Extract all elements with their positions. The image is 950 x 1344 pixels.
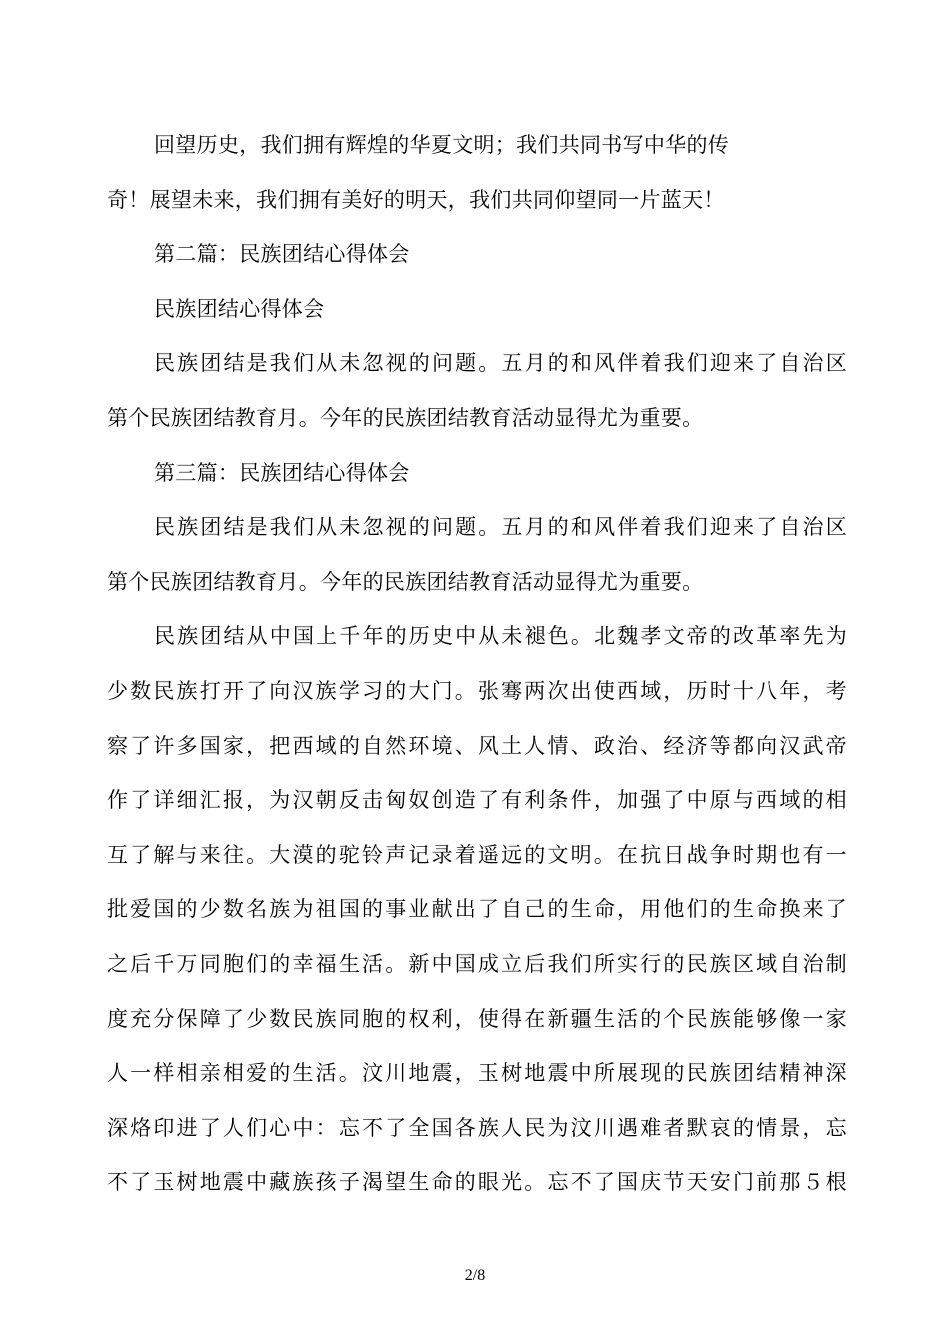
text-line: 第个民族团结教育月。今年的民族团结教育活动显得尤为重要。 [107,569,704,594]
text-line: 不了玉树地震中藏族孩子渴望生命的眼光。忘不了国庆节天安门前那５根 [107,1170,847,1195]
section-heading: 第三篇：民族团结心得体会 [154,460,410,485]
section-subheading: 民族团结心得体会 [154,296,325,321]
page-number: 2/8 [464,1267,486,1284]
body-text [107,118,847,1210]
text-line: 民族团结从中国上千年的历史中从未褪色。北魏孝文帝的改革率先为 [154,624,847,649]
text-line: 民族团结是我们从未忽视的问题。五月的和风伴着我们迎来了自治区 [154,515,847,540]
text-line: 作了详细汇报，为汉朝反击匈奴创造了有利条件，加强了中原与西域的相 [107,788,847,813]
text-line: 批爱国的少数名族为祖国的事业献出了自己的生命，用他们的生命换来了 [107,897,847,922]
text-line: 度充分保障了少数民族同胞的权利，使得在新疆生活的个民族能够像一家 [107,1006,847,1031]
text-line: 察了许多国家，把西域的自然环境、风土人情、政治、经济等都向汉武帝 [107,733,847,758]
text-line: 之后千万同胞们的幸福生活。新中国成立后我们所实行的民族区域自治制 [107,951,847,976]
text-line: 回望历史，我们拥有辉煌的华夏文明；我们共同书写中华的传 [154,133,730,157]
text-line: 少数民族打开了向汉族学习的大门。张骞两次出使西域，历时十八年，考 [107,678,847,703]
text-line: 民族团结是我们从未忽视的问题。五月的和风伴着我们迎来了自治区 [154,351,847,376]
text-line: 奇！展望未来，我们拥有美好的明天，我们共同仰望同一片蓝天！ [107,187,725,212]
text-line: 互了解与来往。大漠的驼铃声记录着遥远的文明。在抗日战争时期也有一 [107,842,847,867]
section-heading: 第二篇：民族团结心得体会 [154,242,410,267]
text-line: 第个民族团结教育月。今年的民族团结教育活动显得尤为重要。 [107,405,704,430]
text-line: 深烙印进了人们心中：忘不了全国各族人民为汶川遇难者默哀的情景，忘 [107,1115,847,1140]
text-line: 人一样相亲相爱的生活。汶川地震，玉树地震中所展现的民族团结精神深 [107,1061,847,1086]
